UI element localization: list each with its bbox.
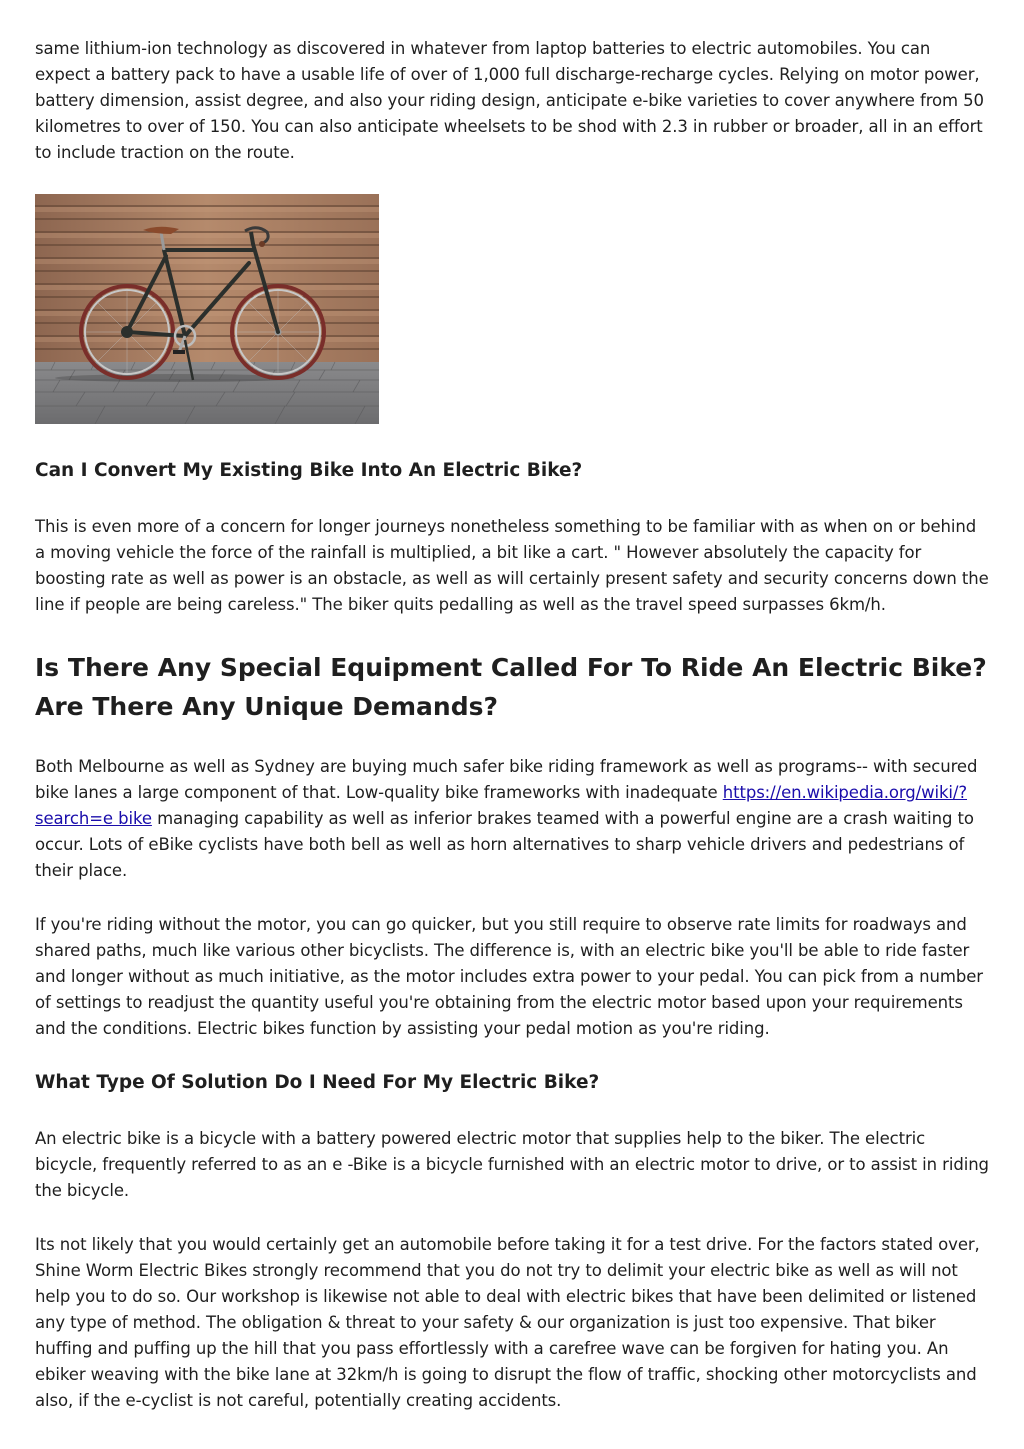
section3-heading: What Type Of Solution Do I Need For My Electric Bike? bbox=[35, 1072, 600, 1093]
section1-heading: Can I Convert My Existing Bike Into An Electric Bike? bbox=[35, 460, 583, 481]
section3-paragraph-2: Its not likely that you would certainly get an automobile before taking it for a test drive. For the factors stated over, Shine Worm Electric Bikes strongly recommend that you do not try to delimit your electric bike as well as will not help you to do so. Our workshop is likewise not able to deal with electric bikes that have been delimited or listened any type of method. The obligation & threat to your safety & our organization is just too expensive. That biker huffing and puffing up the hill that you pass effortlessly with a carefree wave can be forgiven for hating you. An ebiker weaving with the bike lane at 32km/h is going to disrupt the flow of traffic, shocking other motorcyclists and also, if the e-cyclist is not careful, potentially creating accidents. bbox=[35, 1235, 980, 1410]
wikipedia-search-link[interactable]: https://en.wikipedia.org/wiki/?search=e bike bbox=[35, 783, 968, 828]
section2-heading: Is There Any Special Equipment Called For To Ride An Electric Bike? Are There Any Unique Demands? bbox=[35, 653, 987, 721]
section3-paragraph-1: An electric bike is a bicycle with a battery powered electric motor that supplies help to the biker. The electric bicycle, frequently referred to as an e -Bike is a bicycle furnished with an electric motor to drive, or to assist in riding the bicycle. bbox=[35, 1129, 989, 1200]
section2-paragraph-1-text-b: managing capability as well as inferior brakes teamed with a powerful engine are a crash waiting to occur. Lots of eBike cyclists have both bell as well as horn alternatives to sharp vehicle drivers and pedestrians of their place. bbox=[35, 809, 974, 880]
bicycle-photo bbox=[35, 194, 379, 424]
document-page bbox=[35, 36, 990, 1414]
section2-paragraph-1 bbox=[35, 754, 990, 884]
section2-paragraph-2: If you're riding without the motor, you can go quicker, but you still require to observe rate limits for roadways and shared paths, much like various other bicyclists. The difference is, with an electric bike you'll be able to ride faster and longer without as much initiative, as the motor includes extra power to your pedal. You can pick from a number of settings to readjust the quantity useful you're obtaining from the electric motor based upon your requirements and the conditions. Electric bikes function by assisting your pedal motion as you're riding. bbox=[35, 915, 983, 1038]
intro-paragraph: same lithium-ion technology as discovered in whatever from laptop batteries to electric automobiles. You can expect a battery pack to have a usable life of over of 1,000 full discharge-recharge cycles. Relying on motor power, battery dimension, assist degree, and also your riding design, anticipate e-bike varieties to cover anywhere from 50 kilometres to over of 150. You can also anticipate wheelsets to be shod with 2.3 in rubber or broader, all in an effort to include traction on the route. bbox=[35, 39, 984, 162]
section2-paragraph-1-text-a: Both Melbourne as well as Sydney are buying much safer bike riding framework as well as programs-- with secured bike lanes a large component of that. Low-quality bike frameworks with inadequate bbox=[35, 757, 978, 802]
section1-paragraph: This is even more of a concern for longer journeys nonetheless something to be familiar with as when on or behind a moving vehicle the force of the rainfall is multiplied, a bit like a cart. " However absolutely the capacity for boosting rate as well as power is an obstacle, as well as will certainly present safety and security concerns down the line if people are being careless." The biker quits pedalling as well as the travel speed surpasses 6km/h. bbox=[35, 517, 989, 614]
